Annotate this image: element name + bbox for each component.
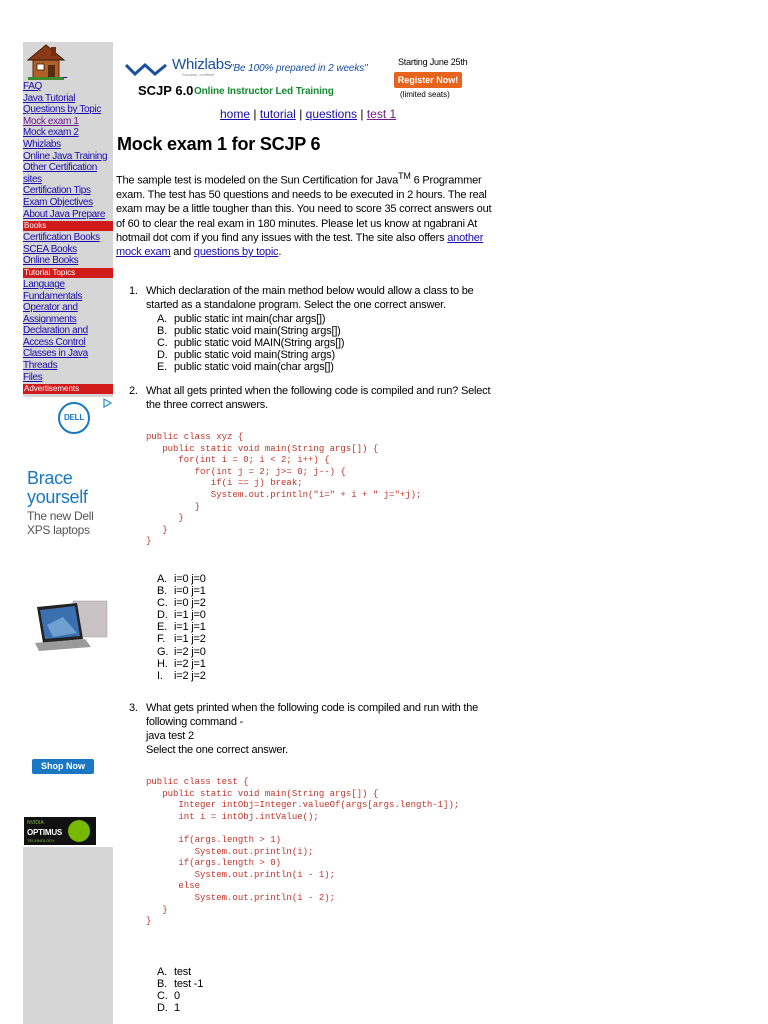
option-text: public static int main(char args[]) xyxy=(174,313,326,325)
option-d xyxy=(157,349,344,361)
sidebar-item-certification-tips[interactable]: Certification Tips xyxy=(23,185,91,197)
sidebar-item-online-java-training[interactable]: Online Java Training xyxy=(23,150,108,162)
option-text: i=1 j=0 xyxy=(174,609,206,622)
questions-by-topic-link[interactable]: questions by topic xyxy=(193,246,279,259)
sidebar-item-classes-in-java[interactable]: Classes in Java xyxy=(23,348,88,360)
ad-subline-line-1: The new Dell xyxy=(27,509,94,523)
intro-and: and xyxy=(170,246,194,259)
intro-text-1: The sample test is modeled on the Sun Certification for Java xyxy=(116,174,399,187)
ad-headline xyxy=(27,469,88,507)
option-letter: I. xyxy=(157,669,163,682)
another-mock-exam-link[interactable]: another mock exam xyxy=(116,231,484,259)
option-letter: G. xyxy=(157,645,169,658)
page-title: Mock exam 1 for SCJP 6 xyxy=(117,134,321,154)
option-text: i=0 j=1 xyxy=(174,585,206,598)
question-number: 1. xyxy=(129,285,138,297)
link-separator: | xyxy=(250,107,260,121)
option-text: public static void main(char args[]) xyxy=(174,361,334,374)
question-number: 3. xyxy=(129,702,138,714)
sidebar-item-access-control[interactable]: Access Control xyxy=(23,336,86,348)
ad-headline-line-2: yourself xyxy=(27,487,88,507)
home-link-underline xyxy=(63,77,67,78)
test1-link[interactable]: test 1 xyxy=(366,107,397,121)
option-a xyxy=(157,313,344,325)
sidebar-item-about-java-prepare[interactable]: About Java Prepare xyxy=(23,208,106,220)
banner-seats: (limited seats) xyxy=(400,90,450,99)
option-c xyxy=(157,337,344,349)
sidebar-item-declaration-and[interactable]: Declaration and xyxy=(23,325,88,337)
option-b xyxy=(157,585,206,597)
sidebar-section-tutorial-topics: Tutorial Topics xyxy=(23,268,113,278)
banner-start-date: Starting June 25th xyxy=(398,57,468,67)
register-now-button[interactable]: Register Now! xyxy=(394,72,462,88)
link-separator: | xyxy=(357,107,367,121)
nvidia-text: NVIDIA xyxy=(27,820,44,826)
option-letter: B. xyxy=(157,978,167,991)
question-number: 2. xyxy=(129,385,138,397)
ad-headline-line-1: Brace xyxy=(27,468,73,488)
sidebar-item-other-certification[interactable]: Other Certification xyxy=(23,162,97,174)
home-house-icon[interactable] xyxy=(25,42,67,82)
option-letter: B. xyxy=(157,325,167,338)
trademark: TM xyxy=(398,171,411,181)
banner-training: Online Instructor Led Training xyxy=(194,86,334,97)
question-instruction: Select the one correct answer. xyxy=(146,744,288,756)
option-a xyxy=(157,573,206,585)
dell-logo-text: DELL xyxy=(63,413,85,422)
sidebar-item-certification-books[interactable]: Certification Books xyxy=(23,232,100,244)
option-letter: A. xyxy=(157,966,167,978)
banner-quote: "Be 100% prepared in 2 weeks" xyxy=(230,63,368,74)
intro-end: . xyxy=(278,246,282,259)
sidebar-item-java-tutorial[interactable]: Java Tutorial xyxy=(23,92,76,104)
sidebar-item-online-books[interactable]: Online Books xyxy=(23,255,79,267)
question-command: java test 2 xyxy=(146,730,194,742)
dell-advertisement[interactable] xyxy=(23,397,113,847)
option-d xyxy=(157,1002,203,1014)
sidebar xyxy=(23,42,113,1024)
adchoices-icon[interactable] xyxy=(102,398,112,408)
option-h xyxy=(157,658,206,670)
option-letter: E. xyxy=(157,621,167,634)
sidebar-item-questions-by-topic[interactable]: Questions by Topic xyxy=(23,104,102,116)
option-letter: A. xyxy=(157,573,167,585)
sidebar-item-assignments[interactable]: Assignments xyxy=(23,313,77,325)
whizlabs-logo-icon xyxy=(125,62,167,76)
sidebar-item-faq[interactable]: FAQ xyxy=(23,81,42,92)
laptop-image xyxy=(33,597,111,657)
optimus-text: OPTIMUS xyxy=(27,828,63,837)
question-1-options xyxy=(157,313,344,373)
sidebar-item-threads[interactable]: Threads xyxy=(23,360,58,372)
sidebar-item-whizlabs[interactable]: Whizlabs xyxy=(23,138,61,150)
sidebar-section-advertisements: Advertisements xyxy=(23,384,113,394)
sidebar-section-books: Books xyxy=(23,221,113,231)
nvidia-optimus-badge xyxy=(24,817,96,845)
option-text: test xyxy=(174,966,191,978)
banner-brand: Whizlabs xyxy=(172,56,232,73)
option-letter: D. xyxy=(157,609,168,622)
option-text: public static void MAIN(String args[]) xyxy=(174,337,345,350)
option-text: public static void main(String args) xyxy=(174,349,335,362)
option-c xyxy=(157,990,203,1002)
option-text: i=1 j=2 xyxy=(174,633,206,646)
ad-subline xyxy=(27,509,93,537)
sidebar-item-mock-exam-2[interactable]: Mock exam 2 xyxy=(23,127,79,139)
option-letter: F. xyxy=(157,633,166,646)
questions-link[interactable]: questions xyxy=(305,107,358,121)
banner-tagline: Success, certified! xyxy=(182,72,215,77)
sidebar-item-mock-exam-1[interactable]: Mock exam 1 xyxy=(23,115,79,127)
sidebar-item-fundamentals[interactable]: Fundamentals xyxy=(23,290,83,302)
option-text: 1 xyxy=(174,1002,180,1015)
option-text: i=0 j=0 xyxy=(174,573,206,585)
option-text: 0 xyxy=(174,990,180,1003)
top-links xyxy=(220,107,396,121)
intro-paragraph xyxy=(116,169,496,259)
sidebar-item-scea-books[interactable]: SCEA Books xyxy=(23,243,77,255)
option-b xyxy=(157,978,203,990)
question-text xyxy=(146,701,506,757)
sidebar-item-sites[interactable]: sites xyxy=(23,173,42,185)
banner-scjp: SCJP 6.0 xyxy=(138,83,194,98)
question-text-line-1: What gets printed when the following code is compiled and run with the following command - xyxy=(146,702,479,728)
option-i xyxy=(157,670,206,682)
shop-now-button[interactable]: Shop Now xyxy=(32,759,94,774)
link-separator: | xyxy=(295,107,306,121)
ad-subline-line-2: XPS laptops xyxy=(27,523,90,537)
question-3-code: public class test { public static void main(String args[]) { Integer intObj=Integer.valueOf(args[args.length-1]); int i = intObj.intValue(); if(args.length > 1) System.out.println(i); if(args.length > 0) System.out.println(i - 1); else System.out.println(i - 2); } } xyxy=(146,777,460,927)
option-letter: C. xyxy=(157,337,168,350)
question-2-options xyxy=(157,573,206,682)
option-text: i=1 j=1 xyxy=(174,621,206,634)
sidebar-item-language[interactable]: Language xyxy=(23,278,65,290)
option-text: i=2 j=0 xyxy=(174,645,206,658)
option-letter: C. xyxy=(157,597,168,610)
question-2-code: public class xyz { public static void main(String args[]) { for(int i = 0; i < 2; i++) { for(int j = 2; j>= 0; j--) { if(i == j) break; System.out.println("i=" + i + " j="+j); } } } } xyxy=(146,432,422,547)
whizlabs-banner[interactable] xyxy=(120,52,468,104)
sidebar-item-operator-and[interactable]: Operator and xyxy=(23,302,78,314)
option-letter: D. xyxy=(157,1002,168,1015)
question-3-options xyxy=(157,966,203,1014)
sidebar-item-files[interactable]: Files xyxy=(23,371,43,383)
option-d xyxy=(157,609,206,621)
option-b xyxy=(157,325,344,337)
option-text: test -1 xyxy=(174,978,204,991)
option-a xyxy=(157,966,203,978)
option-text: i=2 j=2 xyxy=(174,669,206,682)
option-text: i=0 j=2 xyxy=(174,597,206,610)
nvidia-logo-icon xyxy=(68,820,90,842)
option-f xyxy=(157,633,206,645)
option-e xyxy=(157,361,344,373)
question-text: Which declaration of the main method below would allow a class to be started as a standalone program. Select the one correct answer. xyxy=(146,285,474,311)
option-letter: E. xyxy=(157,361,167,374)
sidebar-item-exam-objectives[interactable]: Exam Objectives xyxy=(23,196,93,208)
intro-text-2: 6 Programmer exam. The test has 50 questions and needs to be executed in 2 hours. The real exam may be a little tougher than this. You need to score 35 correct answers out of 60 to clear the real exam in 180 minutes. Please let us know at ngabrani At hotmail dot com if you find any issues with the test. The site also offers xyxy=(116,174,492,244)
sidebar-nav xyxy=(23,81,113,395)
home-link[interactable]: home xyxy=(220,107,251,121)
tutorial-link[interactable]: tutorial xyxy=(259,107,296,121)
option-letter: C. xyxy=(157,990,168,1003)
technology-text: TECHNOLOGY xyxy=(27,838,56,843)
dell-logo xyxy=(58,402,90,434)
option-g xyxy=(157,646,206,658)
option-e xyxy=(157,621,206,633)
option-text: i=2 j=1 xyxy=(174,657,206,670)
option-letter: D. xyxy=(157,349,168,362)
option-c xyxy=(157,597,206,609)
option-text: public static void main(String args[]) xyxy=(174,325,341,338)
option-letter: H. xyxy=(157,657,168,670)
question-text: What all gets printed when the following code is compiled and run? Select the three correct answers. xyxy=(146,385,491,411)
option-letter: B. xyxy=(157,585,167,598)
option-letter: A. xyxy=(157,313,167,325)
